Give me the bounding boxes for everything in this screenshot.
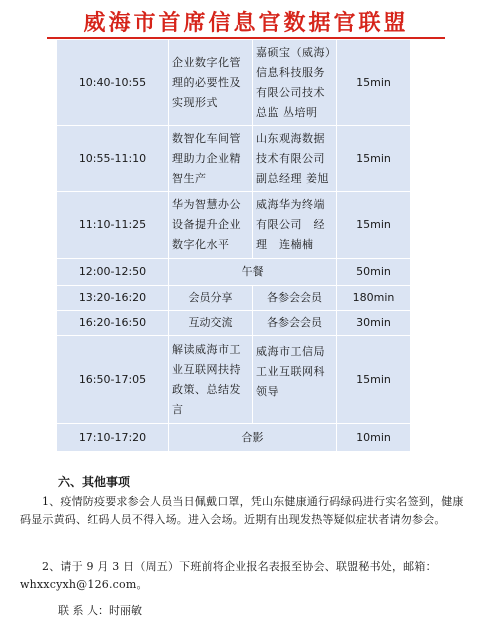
speaker-cell: 各参会会员	[253, 311, 337, 336]
speaker-cell: 各参会会员	[253, 286, 337, 311]
table-row	[57, 192, 411, 259]
table-row	[57, 336, 411, 424]
time-cell: 16:20-16:50	[57, 311, 169, 336]
note-paragraph: 1、疫情防疫要求参会人员当日佩戴口罩，凭山东健康通行码绿码进行实名签到，健康码显示黄码、红码人员不得入场。进入会场。近期有出现发热等疑似症状者请勿参会。	[20, 495, 464, 526]
time-cell: 11:10-11:25	[57, 192, 169, 259]
duration-cell: 180min	[337, 286, 411, 311]
section-title: 六、其他事项	[58, 475, 131, 489]
header-title: 威海市首席信息官数据官联盟	[83, 10, 409, 36]
time-cell: 10:55-11:10	[57, 126, 169, 192]
contact-line: 联 系 人：时丽敏	[58, 604, 142, 617]
note-paragraph: 2、请于 9 月 3 日（周五）下班前将企业报名表报至协会、联盟秘书处，邮箱：whxxcyxh@126.com。	[20, 560, 437, 591]
topic-cell: 华为智慧办公设备提升企业数字化水平	[169, 192, 253, 259]
table-row	[57, 126, 411, 192]
topic-cell: 会员分享	[169, 286, 253, 311]
topic-cell: 合影	[169, 424, 337, 452]
time-cell: 10:40-10:55	[57, 40, 169, 126]
time-cell: 16:50-17:05	[57, 336, 169, 424]
table-row	[57, 40, 411, 126]
topic-cell: 互动交流	[169, 311, 253, 336]
speaker-cell: 威海华为终端有限公司 经理 连楠楠	[253, 192, 337, 259]
table-row	[57, 424, 411, 452]
speaker-cell: 嘉硕宝（威海）信息科技服务有限公司技术总监 丛培明	[253, 40, 337, 126]
schedule-table	[56, 39, 411, 452]
speaker-cell: 威海市工信局工业互联网科领导	[253, 336, 337, 424]
duration-cell: 10min	[337, 424, 411, 452]
topic-cell: 解读威海市工业互联网扶持政策、总结发言	[169, 336, 253, 424]
time-cell: 17:10-17:20	[57, 424, 169, 452]
table-row	[57, 286, 411, 311]
time-cell: 12:00-12:50	[57, 259, 169, 286]
document-header	[0, 0, 492, 40]
topic-cell: 午餐	[169, 259, 337, 286]
duration-cell: 15min	[337, 40, 411, 126]
topic-cell: 数智化车间管理助力企业精智生产	[169, 126, 253, 192]
duration-cell: 15min	[337, 126, 411, 192]
duration-cell: 15min	[337, 192, 411, 259]
table-row	[57, 311, 411, 336]
duration-cell: 30min	[337, 311, 411, 336]
topic-cell: 企业数字化管理的必要性及实现形式	[169, 40, 253, 126]
table-row	[57, 259, 411, 286]
time-cell: 13:20-16:20	[57, 286, 169, 311]
speaker-cell: 山东观海数据技术有限公司副总经理 姜旭	[253, 126, 337, 192]
duration-cell: 15min	[337, 336, 411, 424]
duration-cell: 50min	[337, 259, 411, 286]
